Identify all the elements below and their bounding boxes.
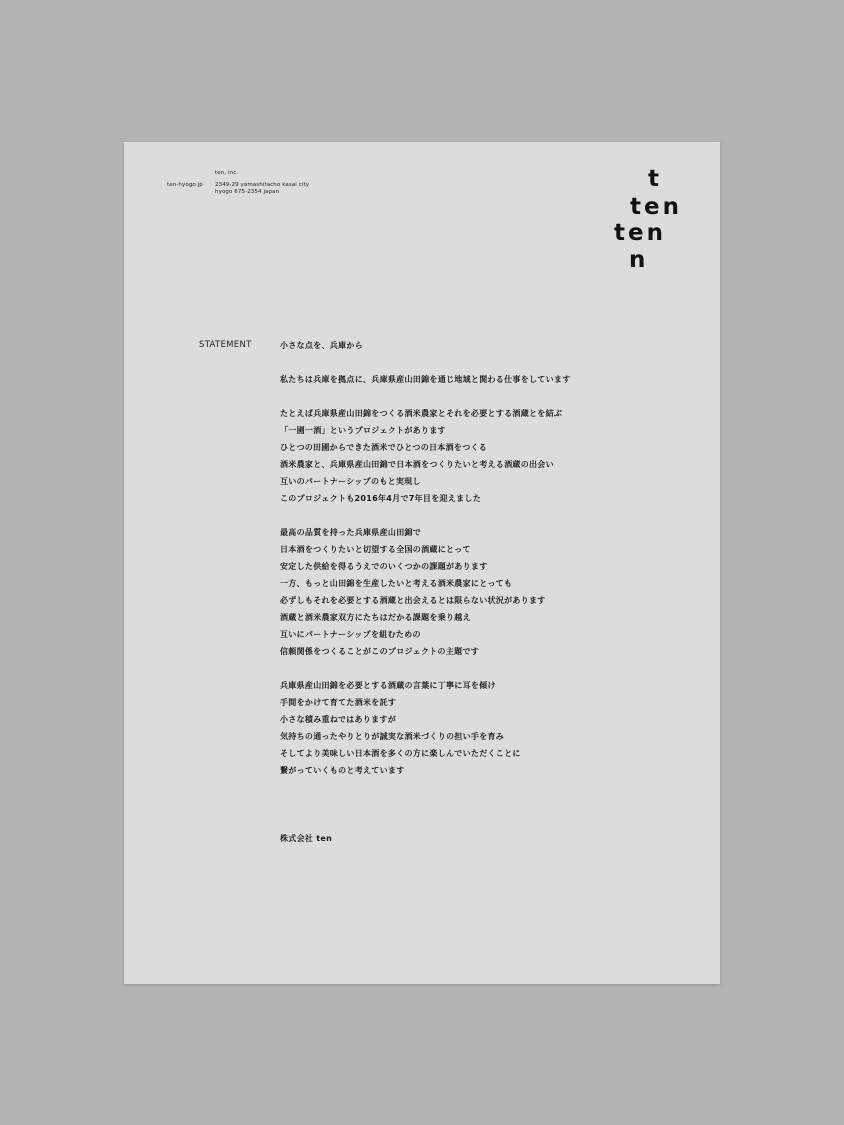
statement-label: STATEMENT [199, 340, 252, 350]
statement-line: そしてより美味しい日本酒を多くの方に楽しんでいただくことに [280, 749, 521, 758]
logo-line-3: ten [614, 220, 666, 246]
logo-line-2: ten [630, 194, 682, 220]
statement-line: 酒蔵と酒米農家双方にたちはだかる課題を乗り越え [280, 613, 471, 622]
statement-line: 酒米農家と、兵庫県産山田錦で日本酒をつくりたいと考える酒蔵の出会い [280, 460, 554, 469]
signature: 株式会社 ten [280, 834, 333, 843]
statement-line: 気持ちの通ったやりとりが誠実な酒米づくりの担い手を育み [280, 732, 505, 741]
statement-line: たとえば兵庫県産山田錦をつくる酒米農家とそれを必要とする酒蔵とを結ぶ [280, 409, 563, 418]
address-line-1: 2349-29 yamashitacho kasai city [215, 182, 310, 188]
statement-line: 手間をかけて育てた酒米を託す [280, 698, 397, 707]
statement-line: 安定した供給を得るうえでのいくつかの課題があります [280, 562, 488, 571]
statement-line: 繋がっていくものと考えています [280, 766, 405, 775]
statement-line: 日本酒をつくりたいと切望する全国の酒蔵にとって [280, 545, 471, 554]
statement-line: 小さな点を、兵庫から [280, 341, 363, 350]
logo-line-4: n [629, 247, 649, 273]
website-text: ten-hyogo.jp [167, 182, 203, 188]
statement-line: 互いのパートナーシップのもと実現し [280, 477, 421, 486]
statement-line: このプロジェクトも2016年4月で7年目を迎えました [280, 494, 482, 503]
company-name: ten, inc. [215, 170, 239, 176]
statement-line: 「一圃一酒」というプロジェクトがあります [280, 426, 446, 435]
statement-line: ひとつの田圃からできた酒米でひとつの日本酒をつくる [280, 443, 488, 452]
statement-line: 一方、もっと山田錦を生産したいと考える酒米農家にとっても [280, 579, 513, 588]
statement-line: 私たちは兵庫を拠点に、兵庫県産山田錦を通じ地域と関わる仕事をしています [280, 375, 571, 384]
statement-line: 小さな積み重ねではありますが [280, 715, 396, 724]
statement-line: 互いにパートナーシップを組むための [280, 630, 421, 639]
logo-line-1: t [648, 166, 662, 192]
letterhead-sheet [124, 142, 720, 984]
statement-line: 兵庫県産山田錦を必要とする酒蔵の言葉に丁寧に耳を傾け [280, 681, 496, 690]
statement-line: 必ずしもそれを必要とする酒蔵と出会えるとは限らない状況があります [280, 596, 546, 605]
address-line-2: hyogo 675-2354 japan [215, 189, 280, 195]
statement-line: 最高の品質を持った兵庫県産山田錦で [280, 528, 422, 537]
statement-line: 信頼関係をつくることがこのプロジェクトの主題です [280, 647, 480, 656]
